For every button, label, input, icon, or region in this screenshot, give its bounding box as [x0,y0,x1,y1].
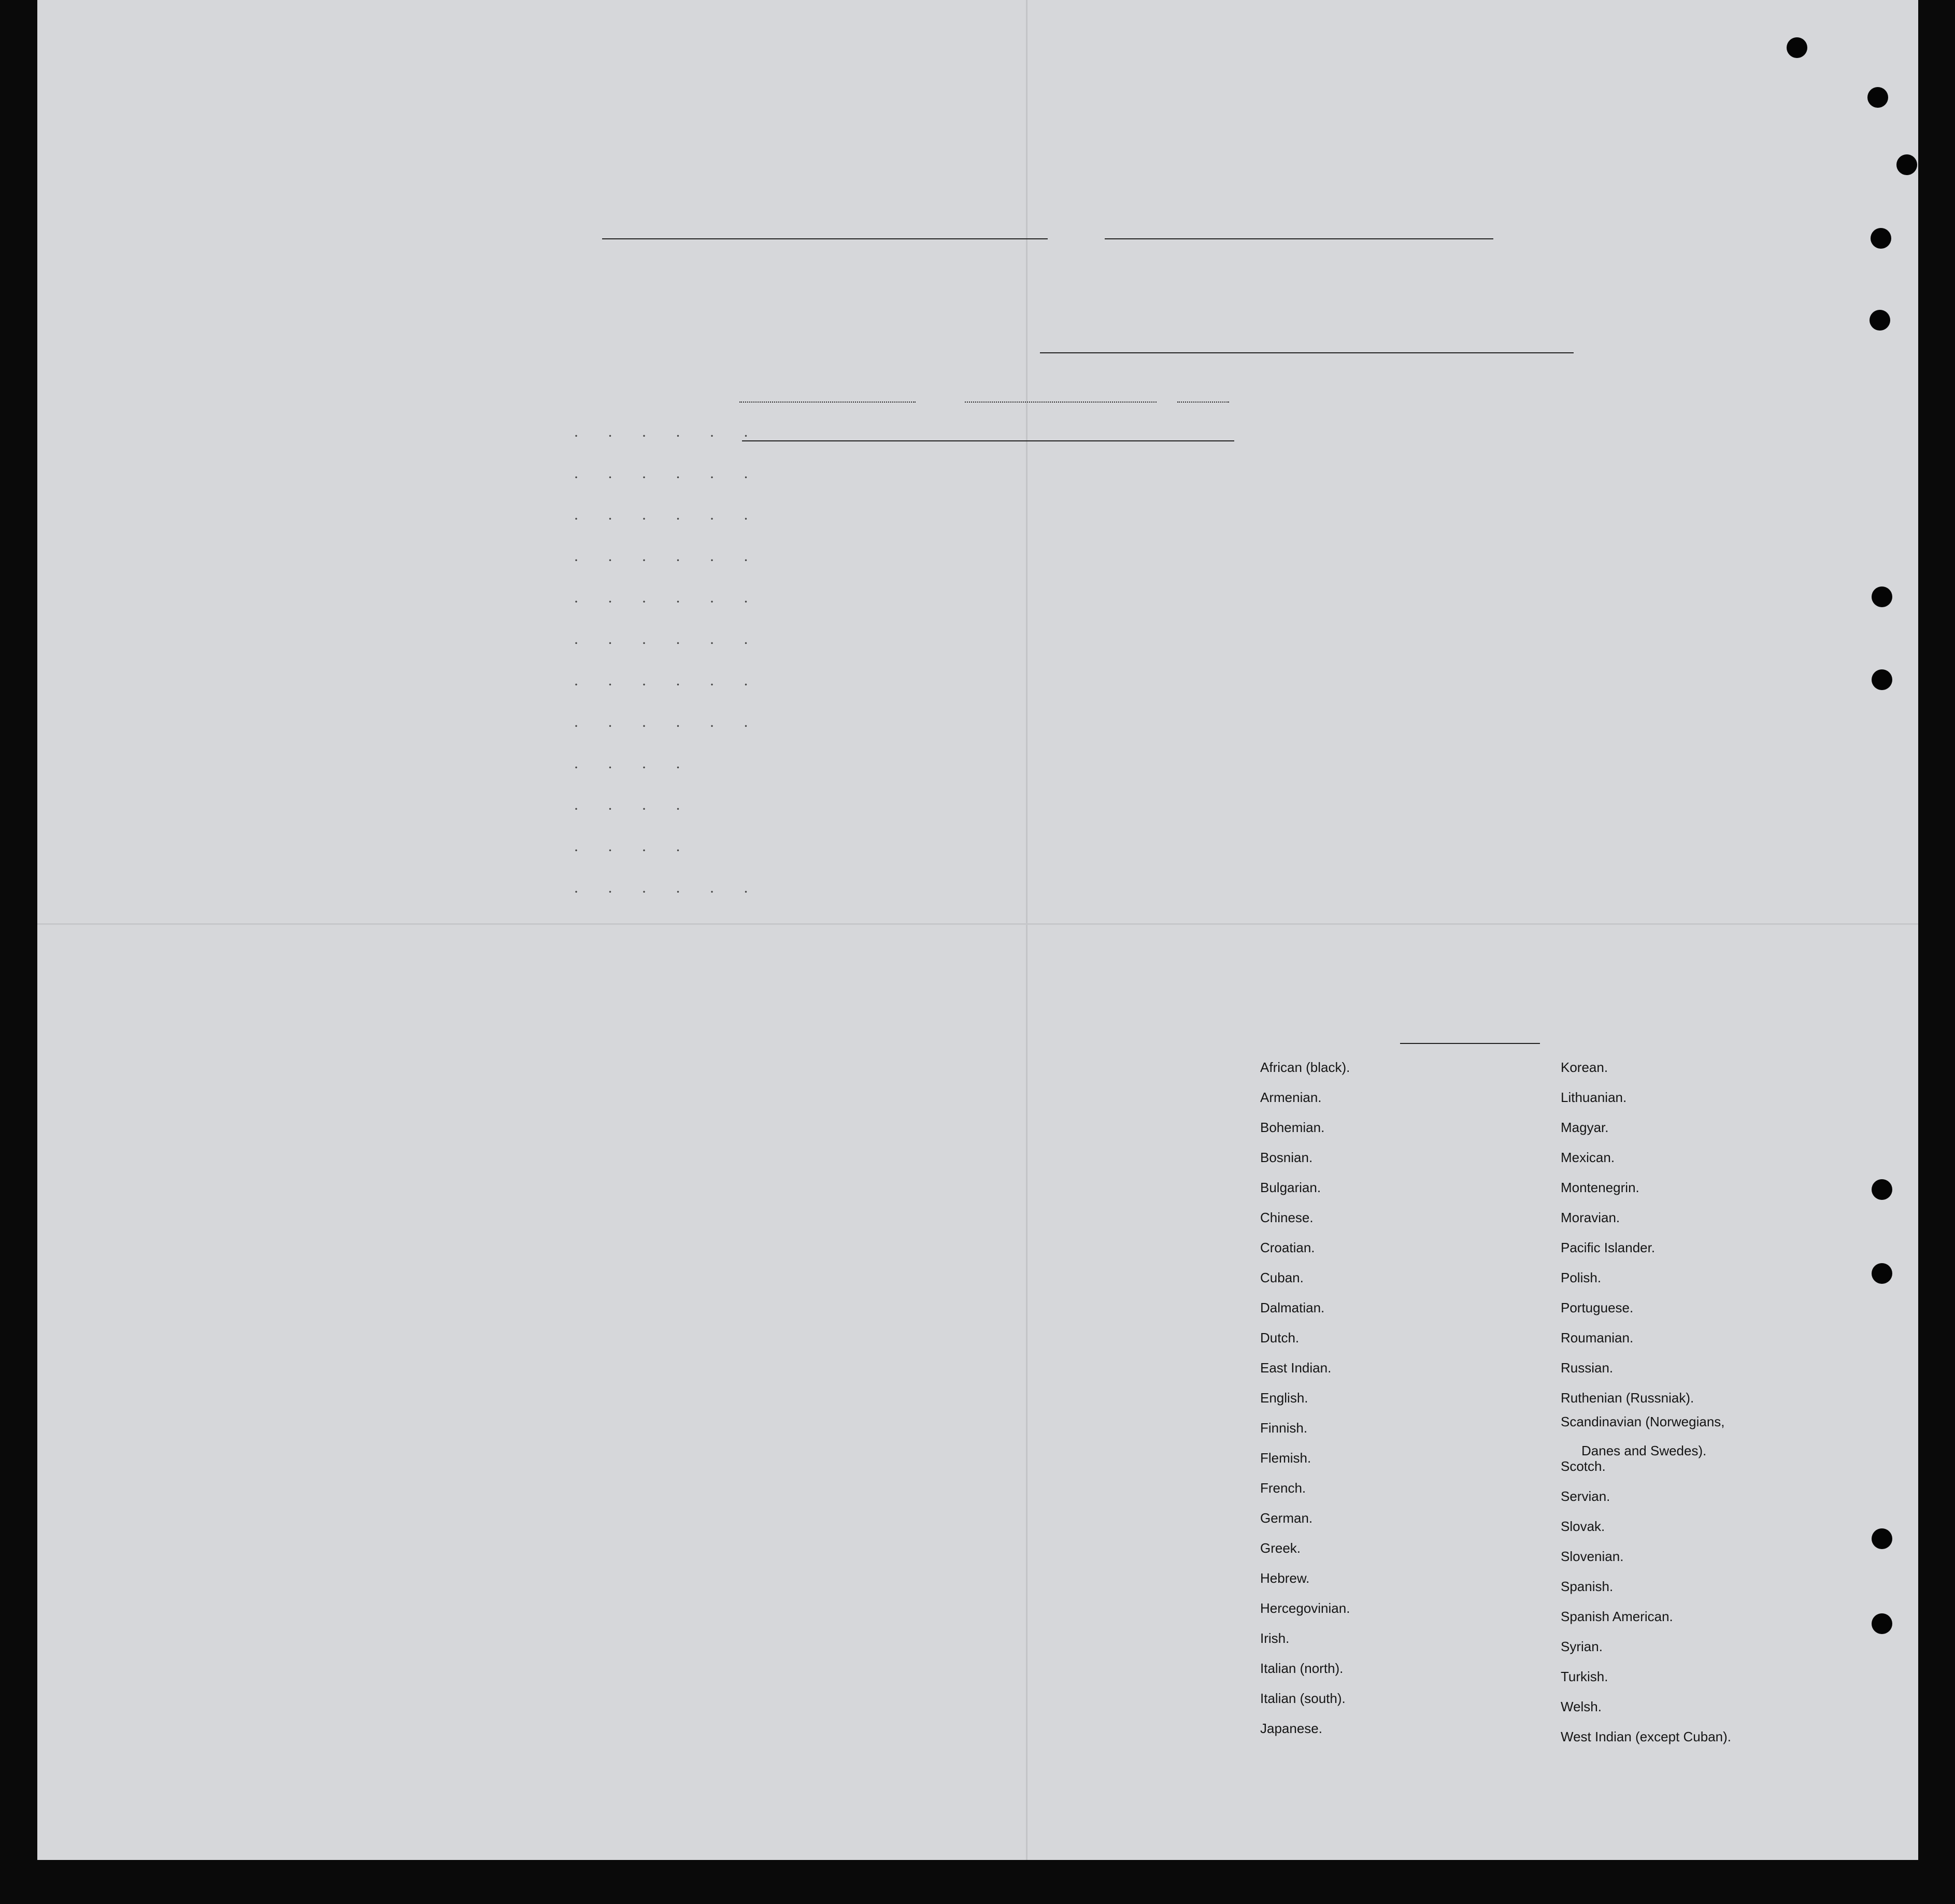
sworn-day-line [739,402,916,403]
race-item: Moravian. [1561,1210,1620,1225]
race-item: Welsh. [1561,1699,1602,1714]
race-item: Russian. [1561,1360,1614,1376]
race-item: Chinese. [1260,1210,1314,1225]
race-item: Hercegovinian. [1260,1600,1350,1616]
faint-marks: · · · · · · [574,883,761,900]
race-item: West Indian (except Cuban). [1561,1729,1732,1744]
race-item: Croatian. [1260,1240,1315,1255]
signature-line [1040,352,1574,353]
race-item: Scandinavian (Norwegians, [1561,1414,1725,1429]
faint-marks: · · · · [574,842,693,859]
month-line [965,402,1157,403]
race-item: Roumanian. [1561,1330,1634,1345]
race-item: German. [1260,1510,1313,1526]
punch-hole [1896,154,1917,175]
race-item: Greek. [1260,1540,1301,1556]
faint-marks: · · · · [574,800,693,818]
punch-hole [1787,37,1807,58]
race-item: Armenian. [1260,1090,1322,1105]
race-item: Portuguese. [1561,1300,1634,1315]
punch-hole [1872,1613,1892,1634]
race-item: Mexican. [1561,1150,1615,1165]
race-item: Magyar. [1561,1120,1609,1135]
faint-marks: · · · · · · [574,593,761,610]
race-item: Hebrew. [1260,1570,1310,1586]
race-item: Dalmatian. [1260,1300,1325,1315]
race-item: Dutch. [1260,1330,1300,1345]
race-item: French. [1260,1480,1306,1496]
faint-marks: · · · · · · [574,510,761,527]
punch-hole [1872,669,1892,690]
faint-marks: · · · · · · [574,427,761,445]
punch-hole [1867,87,1888,108]
race-item: Italian (north). [1260,1660,1344,1676]
race-item: Korean. [1561,1060,1608,1075]
race-item: Scotch. [1561,1458,1606,1474]
race-item: Irish. [1260,1630,1290,1646]
race-item: Bohemian. [1260,1120,1325,1135]
punch-hole [1872,1263,1892,1284]
race-item: Servian. [1561,1488,1610,1504]
race-item: Spanish. [1561,1579,1614,1594]
faint-marks: · · · · · · [574,469,761,486]
punch-hole [1870,310,1890,331]
document-sheet [37,0,1918,1860]
punch-hole [1872,1528,1892,1549]
race-item: Montenegrin. [1561,1180,1639,1195]
vessel-name-line [1105,238,1493,239]
faint-marks: · · · · · · [574,635,761,652]
punch-hole [1871,228,1891,249]
race-item: Slovak. [1561,1519,1605,1534]
race-item: Flemish. [1260,1450,1311,1466]
faint-marks: · · · · · · [574,718,761,735]
faint-marks: · · · · · · [574,676,761,693]
race-item: Spanish American. [1561,1609,1673,1624]
race-item: East Indian. [1260,1360,1332,1376]
faint-marks: · · · · [574,759,693,776]
race-item: Pacific Islander. [1561,1240,1656,1255]
year-line [1177,402,1229,403]
race-item: Italian (south). [1260,1691,1346,1706]
horizontal-fold-line [37,923,1918,925]
race-item: Turkish. [1561,1669,1608,1684]
race-item: Finnish. [1260,1420,1308,1436]
race-item: Cuban. [1260,1270,1304,1285]
inspector-line [742,440,1234,441]
race-item: Danes and Swedes). [1581,1443,1707,1458]
race-item: Slovenian. [1561,1549,1624,1564]
race-item: Bosnian. [1260,1150,1313,1165]
punch-hole [1872,586,1892,607]
race-item: Syrian. [1561,1639,1603,1654]
punch-hole [1872,1179,1892,1200]
race-item: Polish. [1561,1270,1602,1285]
master-name-line [602,238,1048,239]
race-item: Bulgarian. [1260,1180,1321,1195]
race-item: English. [1260,1390,1308,1406]
races-title-underline [1400,1043,1540,1044]
race-item: Ruthenian (Russniak). [1561,1390,1694,1406]
race-item: Japanese. [1260,1721,1322,1736]
faint-marks: · · · · · · [574,552,761,569]
race-item: Lithuanian. [1561,1090,1627,1105]
vertical-fold-line [1026,0,1028,1860]
race-item: African (black). [1260,1060,1350,1075]
